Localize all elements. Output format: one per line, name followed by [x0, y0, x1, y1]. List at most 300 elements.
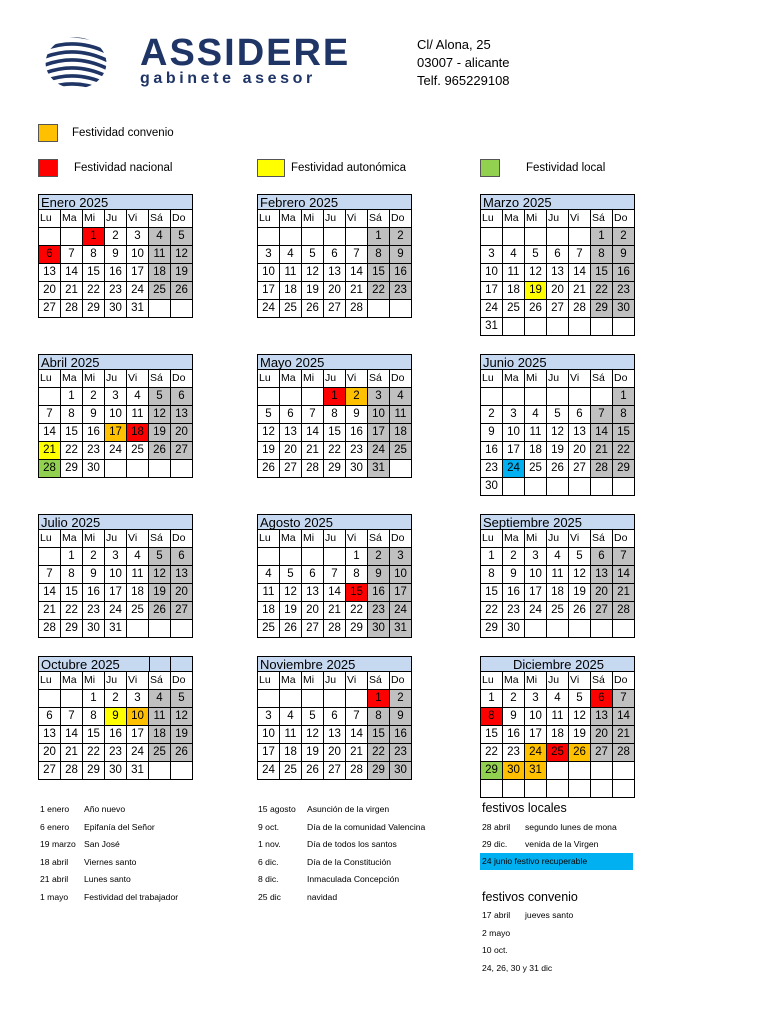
day-cell: 29 [83, 762, 105, 780]
day-cell: 2 [346, 388, 368, 406]
empty-cell [591, 318, 613, 336]
day-cell: 15 [591, 264, 613, 282]
month-2 [480, 194, 635, 336]
holiday-date: 21 abril [40, 874, 69, 884]
day-cell: 26 [525, 300, 547, 318]
day-cell: 22 [481, 602, 503, 620]
empty-cell [280, 228, 302, 246]
day-cell: 10 [105, 566, 127, 584]
day-cell: 26 [302, 300, 324, 318]
day-cell: 25 [525, 460, 547, 478]
day-cell: 27 [302, 620, 324, 638]
day-cell: 11 [547, 566, 569, 584]
empty-cell [390, 460, 412, 478]
day-cell: 4 [258, 566, 280, 584]
weekday-header: Do [613, 370, 635, 388]
day-cell: 25 [258, 620, 280, 638]
day-cell: 24 [525, 744, 547, 762]
weekday-header: Ma [280, 370, 302, 388]
holiday-description: Año nuevo [84, 804, 126, 814]
day-cell: 23 [481, 460, 503, 478]
holiday-description: Festividad del trabajador [84, 892, 179, 902]
day-cell: 30 [83, 620, 105, 638]
month-8 [480, 514, 635, 638]
weekday-header: Ju [547, 672, 569, 690]
empty-cell [302, 548, 324, 566]
day-cell: 25 [280, 762, 302, 780]
month-days-grid [257, 210, 412, 318]
day-cell: 17 [525, 584, 547, 602]
weekday-header: Do [613, 530, 635, 548]
weekday-header: Ma [61, 530, 83, 548]
brand-subtitle: gabinete asesor [140, 70, 316, 87]
day-cell: 30 [613, 300, 635, 318]
day-cell: 26 [149, 602, 171, 620]
day-cell: 10 [105, 406, 127, 424]
day-cell: 31 [127, 300, 149, 318]
empty-cell [39, 548, 61, 566]
legend-convenio [38, 124, 174, 142]
holiday-date: 10 oct. [482, 945, 508, 955]
weekday-header: Sá [591, 210, 613, 228]
weekday-header: Vi [569, 370, 591, 388]
day-cell: 12 [258, 424, 280, 442]
holiday-date: 29 dic. [482, 839, 508, 849]
day-cell: 2 [481, 406, 503, 424]
holiday-date: 1 mayo [40, 892, 69, 902]
day-cell: 12 [171, 708, 193, 726]
day-cell: 21 [61, 282, 83, 300]
month-3 [38, 354, 193, 478]
day-cell: 8 [368, 246, 390, 264]
month-title [480, 194, 635, 210]
day-cell: 28 [302, 460, 324, 478]
day-cell: 4 [503, 246, 525, 264]
empty-cell [503, 228, 525, 246]
day-cell: 7 [61, 246, 83, 264]
empty-cell [127, 620, 149, 638]
day-cell: 25 [503, 300, 525, 318]
day-cell: 19 [302, 744, 324, 762]
empty-cell [258, 228, 280, 246]
day-cell: 18 [149, 726, 171, 744]
day-cell: 14 [39, 584, 61, 602]
day-cell: 4 [390, 388, 412, 406]
day-cell: 5 [302, 708, 324, 726]
empty-cell [149, 460, 171, 478]
day-cell: 24 [525, 602, 547, 620]
day-cell: 22 [368, 282, 390, 300]
empty-cell [149, 762, 171, 780]
weekday-header: Vi [346, 530, 368, 548]
day-cell: 20 [324, 744, 346, 762]
day-cell: 30 [503, 620, 525, 638]
day-cell: 21 [302, 442, 324, 460]
holiday-date: 17 abril [482, 910, 511, 920]
day-cell: 23 [105, 282, 127, 300]
day-cell: 7 [613, 548, 635, 566]
day-cell: 6 [547, 246, 569, 264]
empty-cell [481, 388, 503, 406]
day-cell: 22 [83, 744, 105, 762]
day-cell: 9 [83, 406, 105, 424]
weekday-header: Mi [302, 672, 324, 690]
day-cell: 23 [390, 282, 412, 300]
day-cell: 23 [390, 744, 412, 762]
empty-cell [569, 478, 591, 496]
empty-cell [525, 478, 547, 496]
day-cell: 15 [481, 584, 503, 602]
weekday-header: Mi [525, 530, 547, 548]
day-cell: 18 [547, 584, 569, 602]
day-cell: 15 [368, 264, 390, 282]
day-cell: 11 [525, 424, 547, 442]
day-cell: 5 [171, 228, 193, 246]
day-cell: 3 [127, 228, 149, 246]
holiday-description: San José [84, 839, 120, 849]
weekday-header: Ju [324, 672, 346, 690]
empty-cell [390, 300, 412, 318]
day-cell: 2 [368, 548, 390, 566]
day-cell: 16 [481, 442, 503, 460]
empty-cell [346, 690, 368, 708]
day-cell: 19 [171, 264, 193, 282]
day-cell: 11 [503, 264, 525, 282]
day-cell: 12 [171, 246, 193, 264]
day-cell: 18 [547, 726, 569, 744]
month-days-grid [257, 530, 412, 638]
holiday-date: 6 dic. [258, 857, 279, 867]
day-cell: 20 [547, 282, 569, 300]
month-name: Agosto 2025 [260, 515, 334, 530]
month-title [38, 514, 193, 530]
holiday-description: Lunes santo [84, 874, 131, 884]
month-days-grid [38, 370, 193, 478]
day-cell: 5 [569, 690, 591, 708]
day-cell: 2 [105, 690, 127, 708]
day-cell: 15 [481, 726, 503, 744]
month-name: Abril 2025 [41, 355, 100, 370]
holiday-description: Día de la comunidad Valencina [307, 822, 426, 832]
day-cell: 12 [525, 264, 547, 282]
empty-cell [503, 388, 525, 406]
day-cell: 6 [171, 548, 193, 566]
holiday-date: 9 oct. [258, 822, 280, 832]
day-cell: 4 [149, 228, 171, 246]
header-divider [170, 656, 191, 672]
day-cell: 28 [61, 762, 83, 780]
day-cell: 1 [346, 548, 368, 566]
day-cell: 31 [390, 620, 412, 638]
weekday-header: Vi [346, 210, 368, 228]
day-cell: 30 [503, 762, 525, 780]
day-cell: 25 [127, 602, 149, 620]
month-7 [257, 514, 412, 638]
empty-cell [149, 300, 171, 318]
holiday-description: venida de la Virgen [525, 839, 599, 849]
day-cell: 21 [39, 442, 61, 460]
day-cell: 14 [324, 584, 346, 602]
weekday-header: Ma [280, 210, 302, 228]
empty-cell [280, 548, 302, 566]
day-cell: 18 [525, 442, 547, 460]
month-name: Mayo 2025 [260, 355, 325, 370]
day-cell: 24 [105, 442, 127, 460]
empty-cell [503, 780, 525, 798]
day-cell: 7 [346, 246, 368, 264]
day-cell: 29 [481, 762, 503, 780]
day-cell: 23 [613, 282, 635, 300]
holiday-date: 8 dic. [258, 874, 279, 884]
day-cell: 3 [258, 246, 280, 264]
day-cell: 26 [258, 460, 280, 478]
empty-cell [525, 318, 547, 336]
day-cell: 1 [368, 690, 390, 708]
empty-cell [591, 762, 613, 780]
empty-cell [105, 460, 127, 478]
day-cell: 23 [83, 442, 105, 460]
day-cell: 26 [547, 460, 569, 478]
day-cell: 18 [127, 424, 149, 442]
legend-autonomica-label: Festividad autonómica [291, 162, 407, 174]
day-cell: 4 [280, 708, 302, 726]
empty-cell [346, 228, 368, 246]
day-cell: 22 [591, 282, 613, 300]
day-cell: 17 [258, 744, 280, 762]
empty-cell [171, 620, 193, 638]
day-cell: 3 [105, 548, 127, 566]
empty-cell [547, 478, 569, 496]
day-cell: 14 [61, 264, 83, 282]
day-cell: 20 [302, 602, 324, 620]
day-cell: 24 [258, 300, 280, 318]
day-cell: 2 [613, 228, 635, 246]
day-cell: 1 [83, 690, 105, 708]
day-cell: 27 [39, 762, 61, 780]
day-cell: 14 [613, 708, 635, 726]
month-days-grid [38, 530, 193, 638]
day-cell: 12 [149, 566, 171, 584]
day-cell: 30 [105, 300, 127, 318]
day-cell: 23 [503, 602, 525, 620]
day-cell: 2 [390, 228, 412, 246]
weekday-header: Do [171, 672, 193, 690]
empty-cell [61, 228, 83, 246]
weekday-header: Do [171, 370, 193, 388]
weekday-header: Ju [105, 530, 127, 548]
legend-nacional [38, 159, 172, 177]
day-cell: 22 [481, 744, 503, 762]
day-cell: 24 [258, 762, 280, 780]
day-cell: 20 [171, 424, 193, 442]
day-cell: 16 [390, 726, 412, 744]
weekday-header: Ma [503, 672, 525, 690]
day-cell: 8 [83, 708, 105, 726]
weekday-header: Ju [105, 672, 127, 690]
weekday-header: Lu [258, 370, 280, 388]
empty-cell [525, 620, 547, 638]
day-cell: 5 [171, 690, 193, 708]
empty-cell [61, 690, 83, 708]
day-cell: 2 [105, 228, 127, 246]
day-cell: 5 [302, 246, 324, 264]
empty-cell [39, 690, 61, 708]
weekday-header: Do [390, 672, 412, 690]
day-cell: 20 [280, 442, 302, 460]
day-cell: 3 [525, 548, 547, 566]
weekday-header: Vi [127, 530, 149, 548]
day-cell: 3 [127, 690, 149, 708]
day-cell: 29 [591, 300, 613, 318]
day-cell: 23 [346, 442, 368, 460]
empty-cell [547, 388, 569, 406]
day-cell: 11 [547, 708, 569, 726]
day-cell: 8 [346, 566, 368, 584]
day-cell: 3 [481, 246, 503, 264]
day-cell: 27 [569, 460, 591, 478]
day-cell: 30 [481, 478, 503, 496]
day-cell: 21 [324, 602, 346, 620]
address-line-2: 03007 - alicante [417, 55, 510, 70]
weekday-header: Ma [503, 370, 525, 388]
day-cell: 3 [258, 708, 280, 726]
empty-cell [547, 318, 569, 336]
day-cell: 3 [503, 406, 525, 424]
day-cell: 31 [368, 460, 390, 478]
weekday-header: Ju [324, 530, 346, 548]
day-cell: 5 [569, 548, 591, 566]
day-cell: 22 [61, 442, 83, 460]
holiday-date: 28 abril [482, 822, 511, 832]
day-cell: 28 [613, 744, 635, 762]
day-cell: 13 [302, 584, 324, 602]
day-cell: 1 [61, 548, 83, 566]
brand-name: ASSIDERE [140, 32, 351, 74]
holiday-date: 1 nov. [258, 839, 281, 849]
day-cell: 13 [39, 264, 61, 282]
weekday-header: Lu [258, 210, 280, 228]
empty-cell [547, 762, 569, 780]
day-cell: 18 [280, 282, 302, 300]
day-cell: 29 [61, 620, 83, 638]
address-line-3: Telf. 965229108 [417, 73, 510, 88]
weekday-header: Ju [324, 370, 346, 388]
empty-cell [613, 780, 635, 798]
day-cell: 22 [324, 442, 346, 460]
day-cell: 17 [258, 282, 280, 300]
day-cell: 25 [390, 442, 412, 460]
day-cell: 23 [105, 744, 127, 762]
day-cell: 12 [149, 406, 171, 424]
day-cell: 4 [547, 548, 569, 566]
month-name: Diciembre 2025 [512, 657, 605, 672]
legend-local [480, 159, 605, 177]
day-cell: 24 [127, 282, 149, 300]
empty-cell [525, 228, 547, 246]
weekday-header: Vi [127, 672, 149, 690]
holiday-description: Asunción de la virgen [307, 804, 390, 814]
holiday-description: Viernes santo [84, 857, 137, 867]
day-cell: 30 [346, 460, 368, 478]
day-cell: 16 [390, 264, 412, 282]
day-cell: 28 [569, 300, 591, 318]
empty-cell [127, 460, 149, 478]
holiday-date: 25 dic [258, 892, 281, 902]
month-1 [257, 194, 412, 318]
day-cell: 10 [127, 246, 149, 264]
month-days-grid [257, 370, 412, 478]
weekday-header: Ma [61, 370, 83, 388]
day-cell: 5 [258, 406, 280, 424]
weekday-header: Sá [368, 530, 390, 548]
weekday-header: Mi [302, 370, 324, 388]
holiday-description: Día de la Constitución [307, 857, 392, 867]
day-cell: 24 [105, 602, 127, 620]
empty-cell [569, 620, 591, 638]
holiday-description: jueves santo [525, 910, 574, 920]
month-days-grid [257, 672, 412, 780]
weekday-header: Do [390, 530, 412, 548]
day-cell: 14 [346, 726, 368, 744]
day-cell: 28 [61, 300, 83, 318]
day-cell: 8 [324, 406, 346, 424]
day-cell: 17 [105, 584, 127, 602]
day-cell: 10 [525, 566, 547, 584]
day-cell: 26 [171, 282, 193, 300]
day-cell: 15 [61, 584, 83, 602]
day-cell: 7 [39, 406, 61, 424]
day-cell: 7 [61, 708, 83, 726]
day-cell: 19 [547, 442, 569, 460]
day-cell: 10 [258, 264, 280, 282]
day-cell: 1 [613, 388, 635, 406]
holiday-date: 6 enero [40, 822, 70, 832]
empty-cell [481, 780, 503, 798]
day-cell: 31 [105, 620, 127, 638]
weekday-header: Lu [481, 672, 503, 690]
day-cell: 11 [280, 264, 302, 282]
empty-cell [258, 690, 280, 708]
day-cell: 22 [346, 602, 368, 620]
day-cell: 16 [83, 424, 105, 442]
weekday-header: Vi [127, 370, 149, 388]
day-cell: 15 [346, 584, 368, 602]
day-cell: 28 [346, 300, 368, 318]
month-title [257, 194, 412, 210]
day-cell: 21 [613, 726, 635, 744]
empty-cell [302, 388, 324, 406]
day-cell: 26 [569, 744, 591, 762]
empty-cell [280, 388, 302, 406]
empty-cell [591, 780, 613, 798]
holiday-date: 1 enero [40, 804, 70, 814]
day-cell: 9 [390, 246, 412, 264]
weekday-header: Mi [83, 370, 105, 388]
day-cell: 24 [481, 300, 503, 318]
day-cell: 1 [83, 228, 105, 246]
day-cell: 16 [613, 264, 635, 282]
day-cell: 31 [127, 762, 149, 780]
weekday-header: Lu [481, 530, 503, 548]
day-cell: 21 [569, 282, 591, 300]
day-cell: 6 [324, 246, 346, 264]
day-cell: 19 [171, 726, 193, 744]
day-cell: 10 [503, 424, 525, 442]
empty-cell [503, 318, 525, 336]
day-cell: 4 [280, 246, 302, 264]
day-cell: 10 [481, 264, 503, 282]
local-holidays-title: festivos locales [482, 801, 567, 815]
